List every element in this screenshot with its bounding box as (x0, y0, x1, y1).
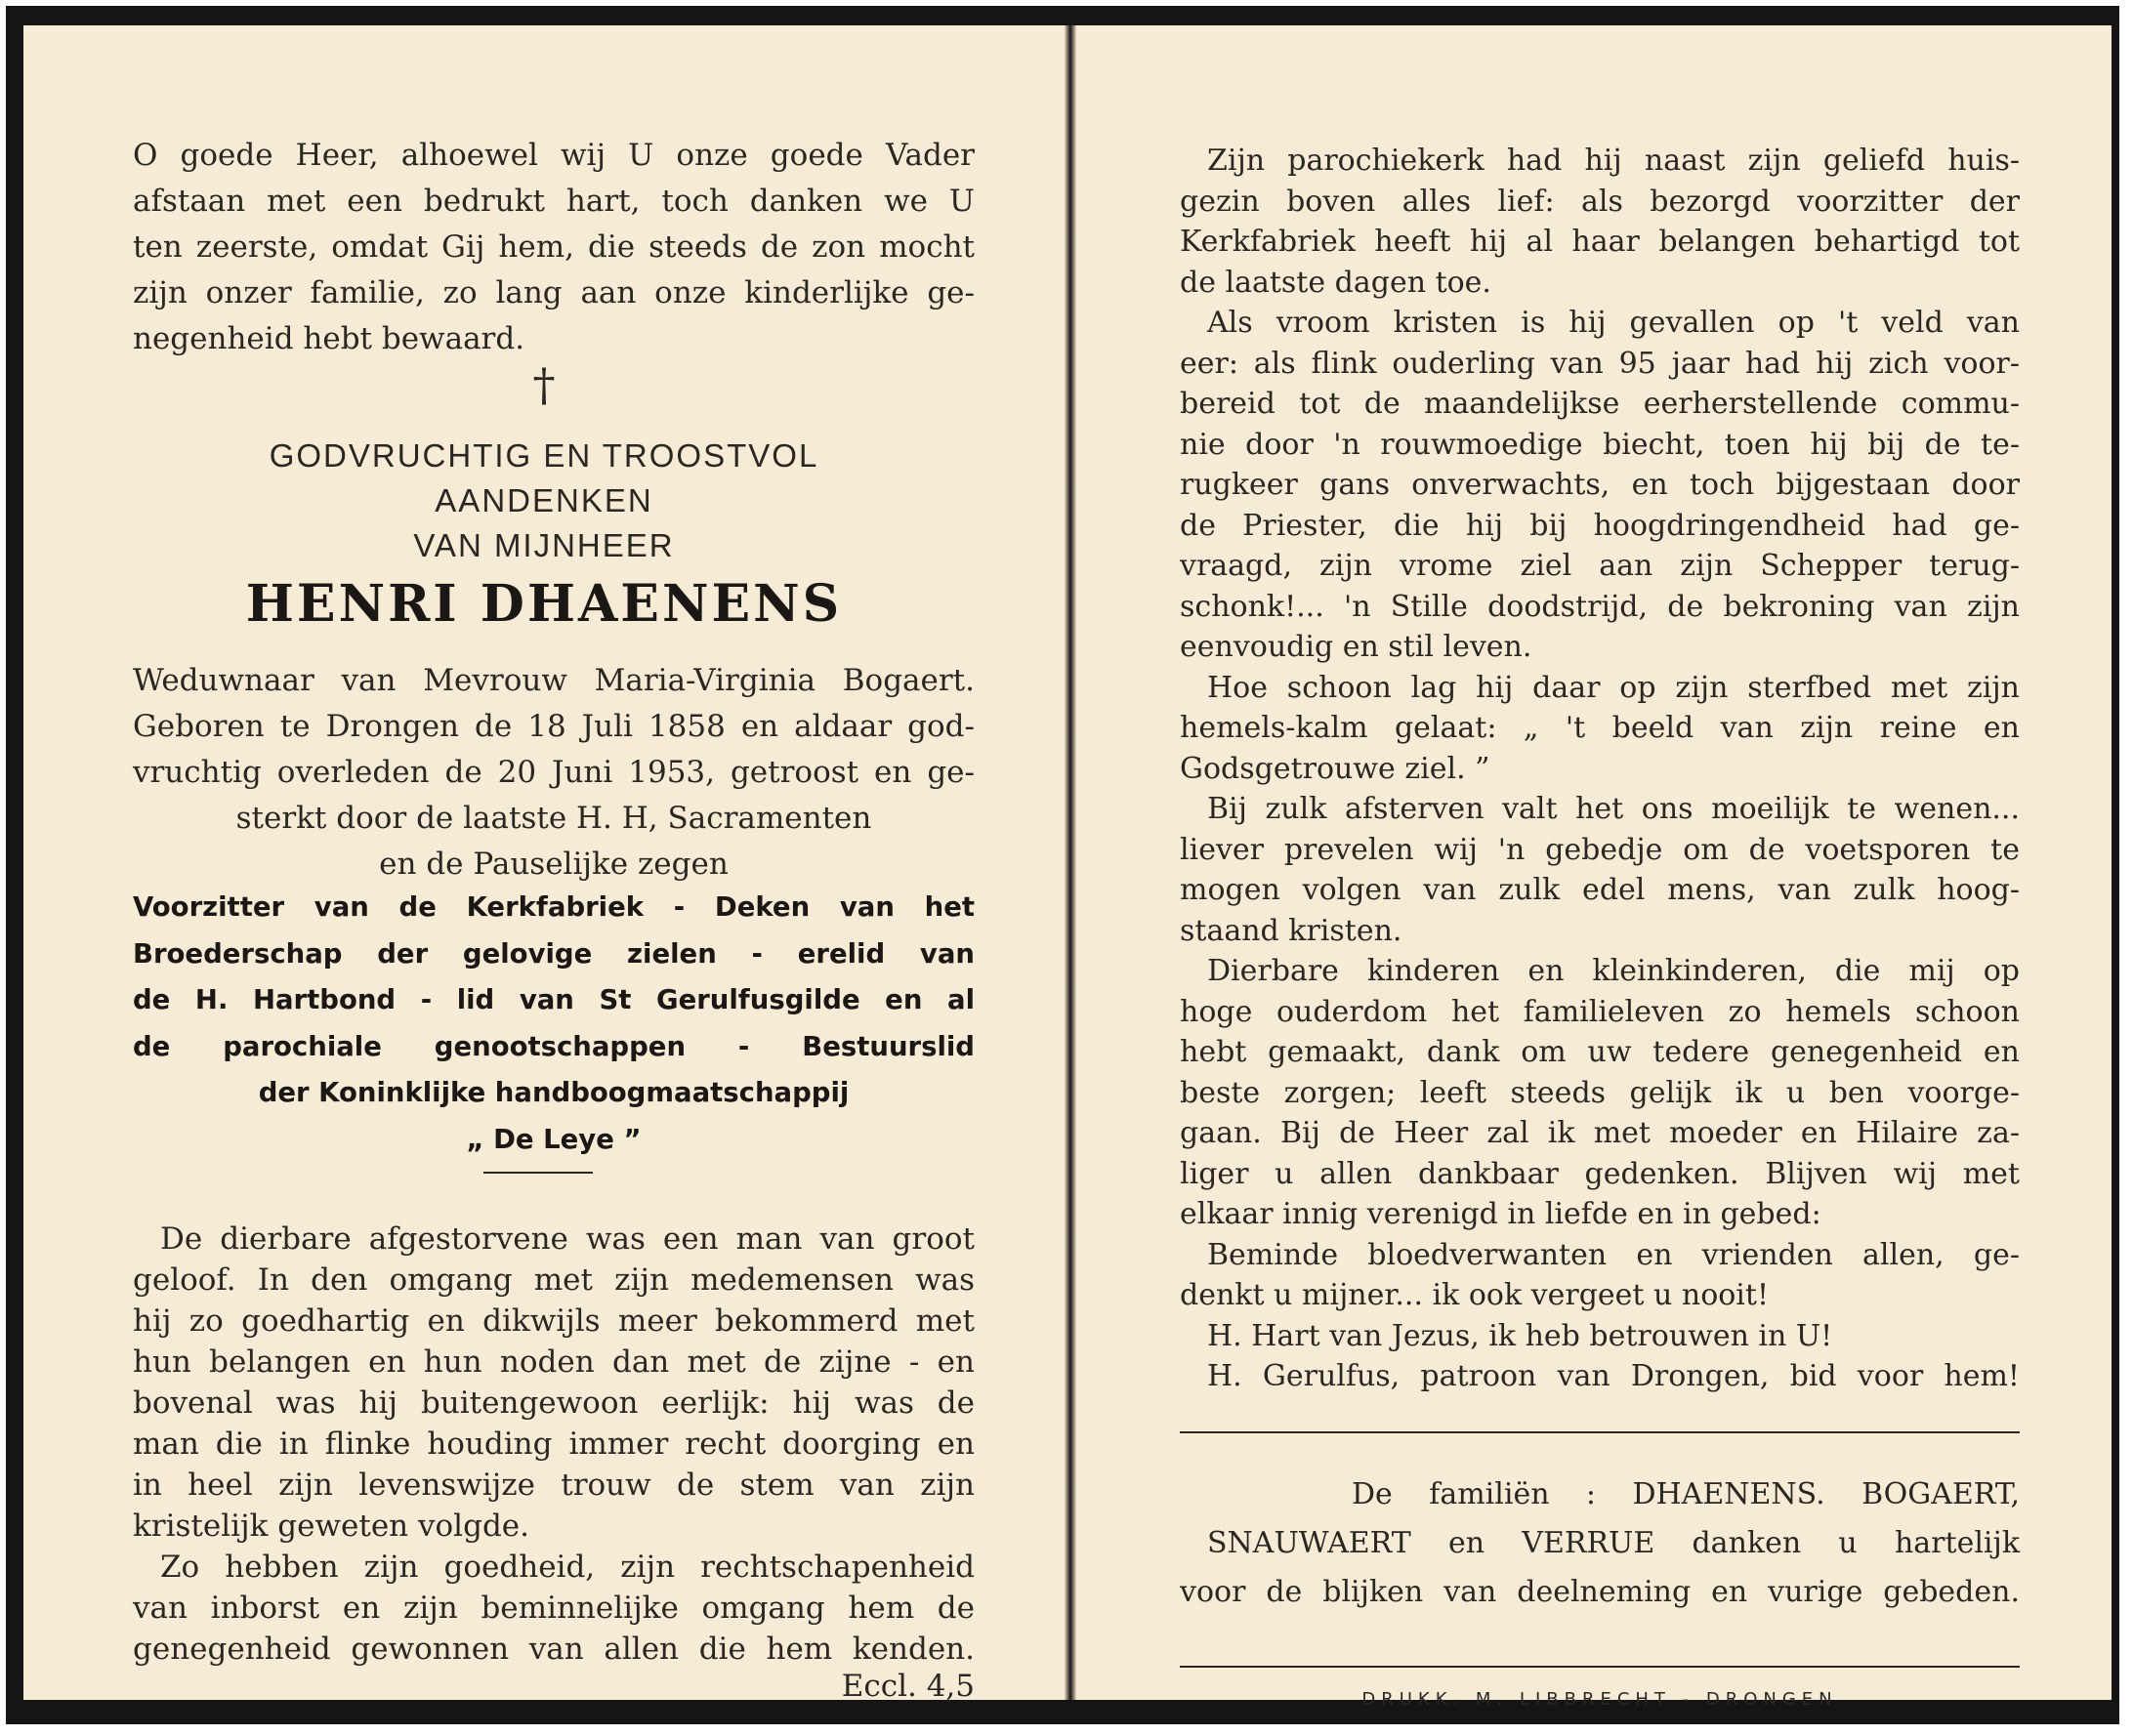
eulogy-text (1180, 141, 2020, 1397)
eulogy-line: Beminde bloedverwanten en vrienden allen, ge- (1207, 1237, 2020, 1272)
eulogy-line: nie door 'n rouwmoedige biecht, toen hij bij de te- (1180, 427, 2020, 462)
title-line: der Koninklijke handboogmaatschappij (258, 1077, 850, 1108)
eulogy-line: Dierbare kinderen en kleinkinderen, die mij op (1207, 954, 2020, 988)
thanks-line: SNAUWAERT en VERRUE danken u hartelijk (1207, 1526, 2020, 1560)
opening-prayer (133, 133, 975, 362)
bio-line: en de Pauselijke zegen (379, 847, 729, 882)
prayer-line: afstaan met een bedrukt hart, toch danken we U (133, 184, 975, 219)
bio-line: vruchtig overleden de 20 Juni 1953, getroost en ge- (133, 755, 975, 790)
title-line: „ De Leye ” (466, 1123, 642, 1155)
tribute-line: genegenheid gewonnen van allen die hem kenden. (133, 1632, 975, 1667)
tribute-line: hij zo goedhartig en dikwijls meer bekommerd met (133, 1303, 975, 1339)
card-fold (1065, 25, 1076, 1700)
eulogy-line: Bij zulk afsterven valt het ons moeilijk te wenen... (1207, 792, 2020, 826)
eulogy-line: bereid tot de maandelijkse eerherstellende commu- (1180, 387, 2020, 421)
family-thanks (1180, 1470, 2020, 1617)
eulogy-line: schonk!... 'n Stille doodstrijd, de bekroning van zijn (1180, 589, 2020, 624)
eulogy-line: Hoe schoon lag hij daar op zijn sterfbed met zijn (1207, 670, 2020, 705)
thanks-line: voor de blijken van deelneming en vurige gebeden. (1180, 1575, 2020, 1609)
eulogy-line: staand kristen. (1180, 913, 1402, 948)
eulogy-line: elkaar innig verenigd in liefde en in gebed: (1180, 1197, 1821, 1231)
memorial-card (6, 6, 2119, 1724)
cross-icon: † (532, 358, 556, 411)
eulogy-line: denkt u mijner... ik ook vergeet u nooit! (1180, 1278, 1770, 1312)
tribute-line: van inborst en zijn beminnelijke omgang hem de (133, 1591, 975, 1626)
eulogy-line: vraagd, zijn vrome ziel aan zijn Schepper terug- (1180, 549, 2020, 583)
divider (1180, 1666, 2020, 1668)
eulogy-line: liever prevelen wij 'n gebedje om de voetsporen te (1180, 832, 2020, 867)
title-line: Voorzitter van de Kerkfabriek - Deken van het (133, 891, 975, 923)
divider (483, 1172, 593, 1174)
title-line: de H. Hartbond - lid van St Gerulfusgilde en al (133, 984, 975, 1015)
tribute-text (133, 1219, 975, 1670)
tribute-line: geloof. In den omgang met zijn medemensen was (133, 1262, 975, 1298)
divider (1180, 1431, 2020, 1433)
title-line: de parochiale genootschappen - Bestuurslid (133, 1030, 975, 1062)
prayer-line: O goede Heer, alhoewel wij U onze goede Vader (133, 138, 975, 173)
prayer-line: negenheid hebt bewaard. (133, 321, 525, 356)
eulogy-line: mogen volgen van zulk edel mens, van zulk hoog- (1180, 873, 2020, 907)
intro-heading-line: GODVRUCHTIG EN TROOSTVOL (269, 437, 819, 474)
bio-line: sterkt door de laatste H. H, Sacramenten (235, 801, 872, 836)
printer-credit: DRUKK. M. LIBBRECHT - DRONGEN (1361, 1689, 1838, 1710)
prayer-line: ten zeerste, omdat Gij hem, die steeds de zon mocht (133, 229, 975, 265)
verse-reference: Eccl. 4,5 (841, 1669, 975, 1704)
eulogy-line: rugkeer gans onverwachts, en toch bijgestaan door (1180, 468, 2020, 502)
left-page (23, 25, 1065, 1704)
tribute-line: in heel zijn levenswijze trouw de stem van zijn (133, 1467, 975, 1503)
eulogy-line: Zijn parochiekerk had hij naast zijn geliefd huis- (1207, 144, 2020, 178)
tribute-line: kristelijk geweten volgde. (133, 1509, 529, 1544)
eulogy-line: H. Hart van Jezus, ik heb betrouwen in U! (1207, 1318, 1833, 1353)
eulogy-line: gezin boven alles lief: als bezorgd voorzitter der (1180, 184, 2020, 219)
eulogy-line: gaan. Bij de Heer zal ik met moeder en Hilaire za- (1180, 1116, 2020, 1150)
eulogy-line: hoge ouderdom het familieleven zo hemels schoon (1180, 994, 2020, 1029)
intro-heading-line: VAN MIJNHEER (413, 527, 675, 563)
right-page (1076, 25, 2112, 1710)
eulogy-line: Als vroom kristen is hij gevallen op 't veld van (1207, 306, 2020, 340)
eulogy-line: eer: als flink ouderling van 95 jaar had hij zich voor- (1180, 346, 2020, 381)
tribute-line: man die in flinke houding immer recht doorging en (133, 1426, 975, 1462)
eulogy-line: hebt gemaakt, dank om uw tedere genegenheid en (1180, 1035, 2020, 1069)
tribute-line: De dierbare afgestorvene was een man van groot (160, 1221, 975, 1257)
eulogy-line: de Priester, die hij bij hoogdringendheid had ge- (1180, 508, 2020, 543)
eulogy-line: hemels-kalm gelaat: „ 't beeld van zijn reine en (1180, 711, 2020, 745)
eulogy-line: eenvoudig en stil leven. (1180, 630, 1532, 664)
bio-line: Geboren te Drongen de 18 Juli 1858 en aldaar god- (133, 709, 975, 744)
tribute-line: bovenal was hij buitengewoon eerlijk: hij was de (133, 1385, 975, 1421)
eulogy-line: Godsgetrouwe ziel. ” (1180, 751, 1490, 786)
prayer-line: zijn onzer familie, zo lang aan onze kinderlijke ge- (133, 275, 975, 310)
eulogy-line: liger u allen dankbaar gedenken. Blijven wij met (1180, 1156, 2020, 1191)
eulogy-line: beste zorgen; leeft steeds gelijk ik u ben voorge- (1180, 1075, 2020, 1110)
honorary-titles (133, 885, 975, 1163)
eulogy-line: H. Gerulfus, patroon van Drongen, bid voor hem! (1207, 1359, 2020, 1393)
deceased-name: HENRI DHAENENS (245, 574, 843, 634)
eulogy-line: Kerkfabriek heeft hij al haar belangen behartigd tot (1180, 225, 2020, 259)
title-line: Broederschap der gelovige zielen - erelid van (133, 937, 975, 970)
intro-heading-line: AANDENKEN (435, 482, 653, 518)
tribute-line: Zo hebben zijn goedheid, zijn rechtschapenheid (160, 1550, 975, 1585)
tribute-line: hun belangen en hun noden dan met de zijne - en (133, 1344, 975, 1380)
bio-line: Weduwnaar van Mevrouw Maria-Virginia Bogaert. (133, 663, 975, 698)
biography (133, 658, 975, 888)
thanks-line: De familiën : DHAENENS. BOGAERT, (1352, 1477, 2020, 1511)
eulogy-line: de laatste dagen toe. (1180, 265, 1491, 300)
